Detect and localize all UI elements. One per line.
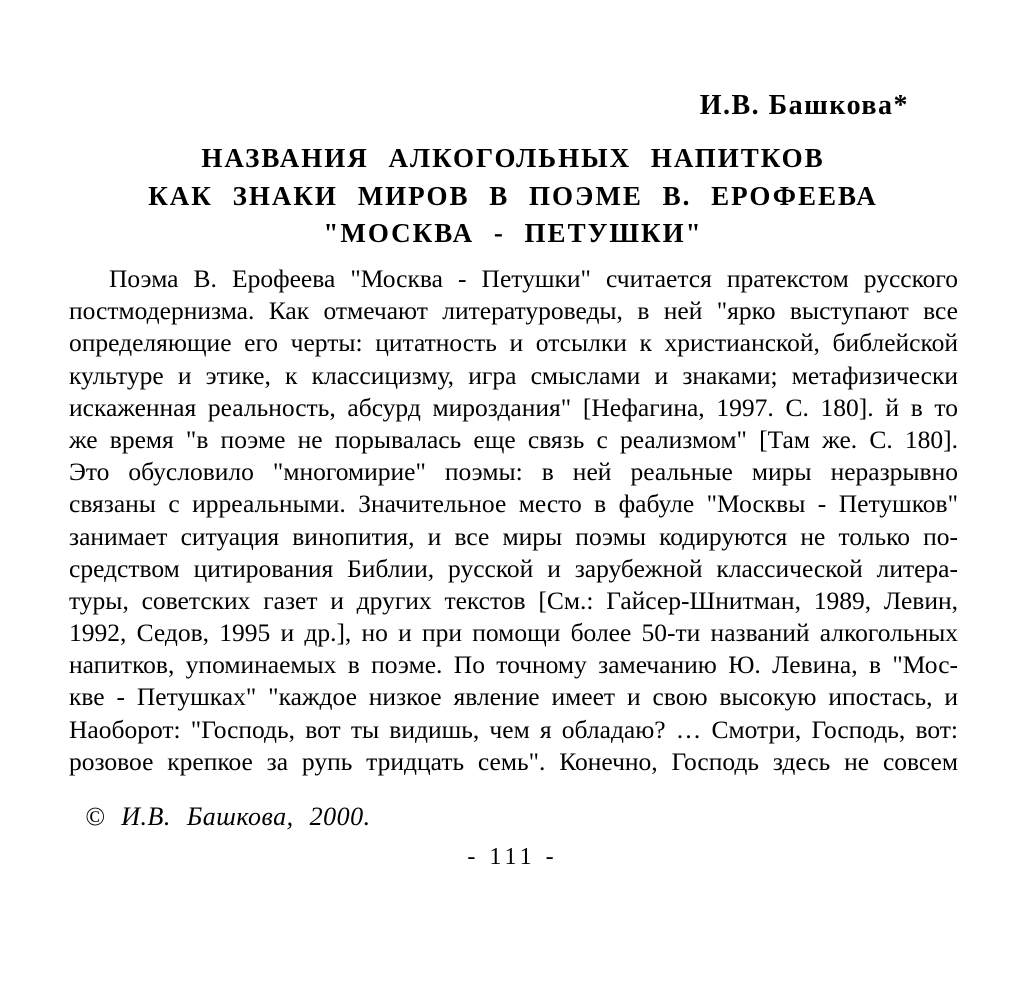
copyright-note: © И.В. Башкова, 2000. [85, 802, 371, 831]
page-number: - 111 - [467, 844, 558, 870]
title-line-3: "МОСКВА - ПЕТУШКИ" [323, 218, 703, 248]
body-line: искаженная реальность, абсурд мироздания" [Нефагина, 1997. С. 180]. й в то [69, 392, 958, 422]
body-line: розовое крепкое за рупь тридцать семь". Конечно, Господь здесь не совсем [69, 746, 958, 776]
body-line: определяющие его черты: цитатность и отсылки к христианской, библейской [69, 328, 958, 358]
body-line: напитков, упоминаемых в поэме. По точному замечанию Ю. Левина, в "Мос- [69, 650, 958, 680]
body-line: 1992, Седов, 1995 и др.], но и при помощи более 50-ти названий алкогольных [69, 618, 958, 648]
body-line: занимает ситуация винопития, и все миры поэмы кодируются не только по- [69, 521, 958, 551]
body-line: Это обусловило "многомирие" поэмы: в ней реальные миры неразрывно [69, 457, 958, 487]
body-line: Наоборот: "Господь, вот ты видишь, чем я обладаю? … Смотри, Господь, вот: [69, 714, 958, 744]
body-line: средством цитирования Библии, русской и зарубежной классической литера- [69, 553, 958, 583]
body-line: постмодернизма. Как отмечают литературоведы, в ней "ярко выступают все [69, 296, 958, 326]
author-byline: И.В. Башкова* [699, 90, 909, 121]
body-line: связаны с ирреальными. Значительное место в фабуле "Москвы - Петушков" [69, 489, 958, 519]
body-line: же время "в поэме не порывалась еще связь с реализмом" [Там же. С. 180]. [69, 424, 958, 454]
body-line: туры, советских газет и других текстов [См.: Гайсер-Шнитман, 1989, Левин, [69, 585, 958, 615]
body-line: Поэма В. Ерофеева "Москва - Петушки" считается пратекстом русского [109, 264, 958, 293]
article-title [68, 140, 958, 253]
body-line: культуре и этике, к классицизму, игра смыслами и знаками; метафизически [69, 360, 958, 390]
title-line-2: КАК ЗНАКИ МИРОВ В ПОЭМЕ В. ЕРОФЕЕВА [148, 180, 878, 211]
title-line-1: НАЗВАНИЯ АЛКОГОЛЬНЫХ НАПИТКОВ [201, 143, 825, 173]
article-body [69, 263, 958, 778]
body-line: кве - Петушках" "каждое низкое явление имеет и свою высокую ипостась, и [69, 682, 958, 712]
